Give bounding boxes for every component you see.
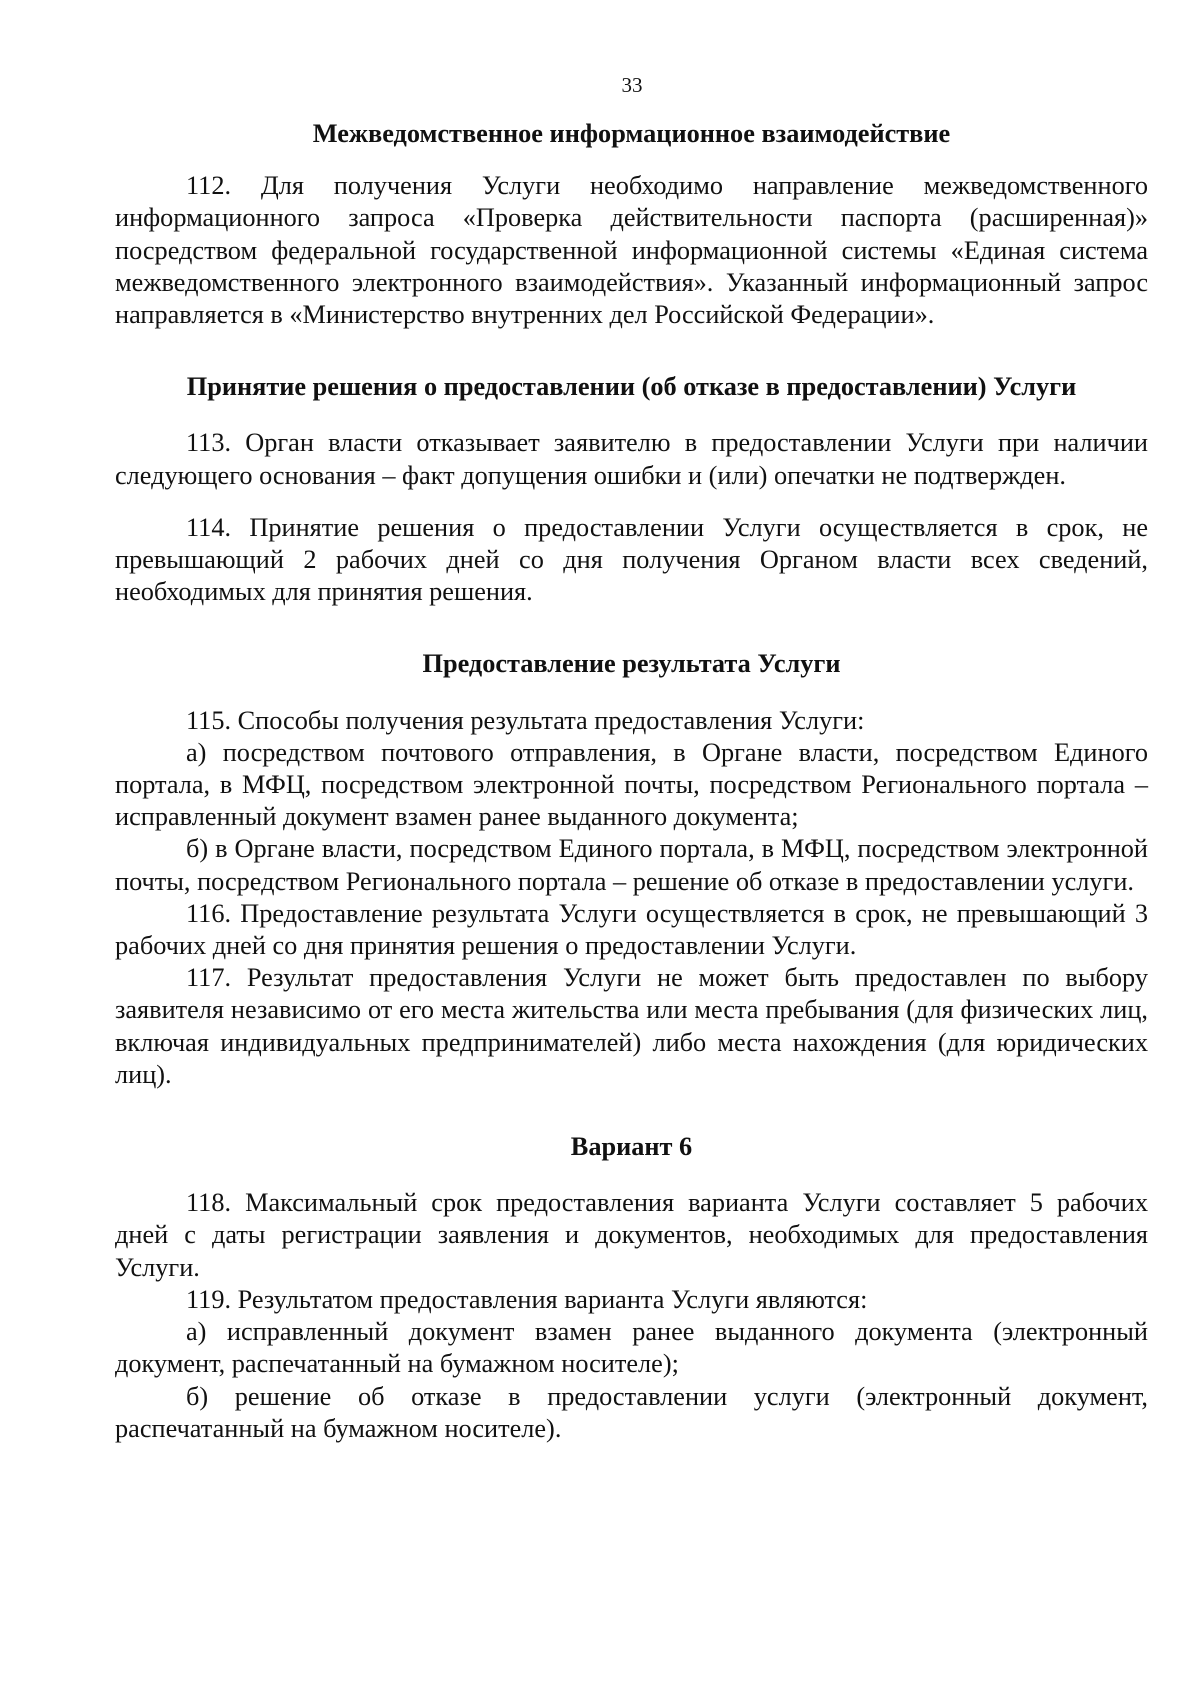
- page-number: 33: [621, 73, 643, 97]
- section-heading-interagency: Межведомственное информационное взаимодействие: [312, 119, 951, 148]
- paragraph-119: 119. Результатом предоставления варианта Услуги являются:: [186, 1284, 868, 1314]
- paragraph-115-a: а) посредством почтового отправления, в Органе власти, посредством Единого портала, в МФЦ, посредством электронной почты, посредством Регионального портала – исправленный документ взамен ранее выданного документа;: [115, 737, 1148, 832]
- paragraph-118: 118. Максимальный срок предоставления варианта Услуги составляет 5 рабочих дней с даты регистрации заявления и документов, необходимых для предоставления Услуги.: [115, 1188, 1148, 1282]
- paragraph-115-b: б) в Органе власти, посредством Единого портала, в МФЦ, посредством электронной почты, посредством Регионального портала – решение об отказе в предоставлении услуги.: [115, 834, 1148, 896]
- paragraph-115: 115. Способы получения результата предоставления Услуги:: [186, 705, 865, 735]
- section-heading-result: Предоставление результата Услуги: [422, 649, 841, 679]
- paragraph-113: 113. Орган власти отказывает заявителю в предоставлении Услуги при наличии следующего основания – факт допущения ошибки и (или) опечатки не подтвержден.: [115, 428, 1148, 490]
- page-content: [115, 118, 1148, 1445]
- paragraph-112: 112. Для получения Услуги необходимо направление межведомственного информационного запроса «Проверка действительности паспорта (расширенная)» посредством федеральной государственной информационной системы «Единая система межведомственного электронного взаимодействия». Указанный информационный запрос направляется в «Министерство внутренних дел Российской Федерации».: [115, 171, 1148, 330]
- paragraph-119-a: а) исправленный документ взамен ранее выданного документа (электронный документ, распечатанный на бумажном носителе);: [115, 1317, 1148, 1379]
- paragraph-114: 114. Принятие решения о предоставлении Услуги осуществляется в срок, не превышающий 2 рабочих дней со дня получения Органом власти всех сведений, необходимых для принятия решения.: [115, 512, 1148, 607]
- paragraph-116: 116. Предоставление результата Услуги осуществляется в срок, не превышающий 3 рабочих дней со дня принятия решения о предоставлении Услуги.: [115, 898, 1148, 961]
- paragraph-119-b: б) решение об отказе в предоставлении услуги (электронный документ, распечатанный на бумажном носителе).: [115, 1381, 1148, 1443]
- section-heading-variant-6: Вариант 6: [570, 1132, 693, 1162]
- section-heading-decision: Принятие решения о предоставлении (об отказе в предоставлении) Услуги: [186, 372, 1077, 402]
- paragraph-117: 117. Результат предоставления Услуги не может быть предоставлен по выбору заявителя независимо от его места жительства или места пребывания (для физических лиц, включая индивидуальных предпринимателей) либо места нахождения (для юридических лиц).: [115, 963, 1148, 1089]
